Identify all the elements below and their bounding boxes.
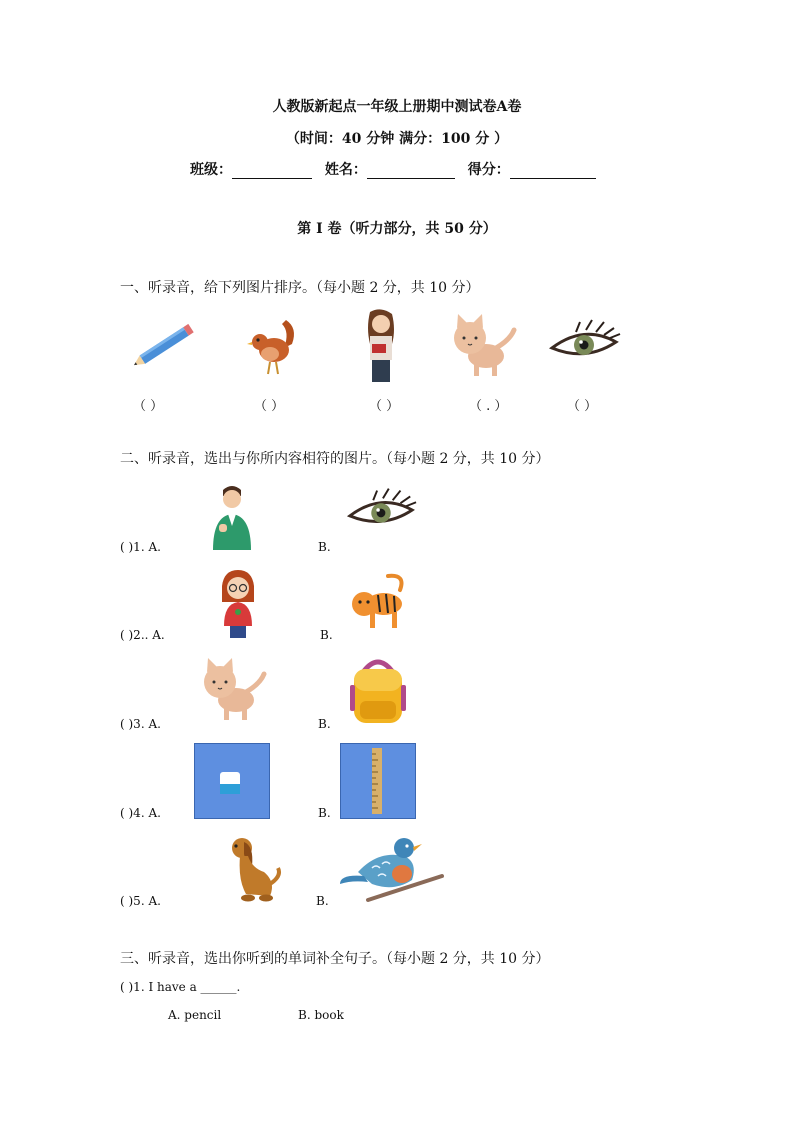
order-bracket-3[interactable]: （ ）	[369, 399, 400, 414]
sentence-question[interactable]: ( )1. I have a ______.	[120, 980, 241, 994]
score-blank[interactable]	[510, 164, 596, 179]
question-label[interactable]: ( )4. A.	[120, 806, 161, 820]
section3-title: 三、听录音，选出你听到的单词补全句子。（每小题 2 分，共 10 分）	[120, 951, 550, 967]
section1-title: 一、听录音，给下列图片排序。（每小题 2 分，共 10 分）	[120, 280, 480, 296]
page-title: 人教版新起点一年级上册期中测试卷A卷	[272, 99, 522, 115]
eraser-icon	[195, 744, 269, 818]
cat-icon	[198, 656, 268, 722]
part-title: 第 I 卷（听力部分，共 50 分）	[297, 221, 497, 237]
question-label[interactable]: ( )2.. A.	[120, 628, 165, 642]
option-a[interactable]: A. pencil	[168, 1008, 222, 1022]
name-label: 姓名：	[324, 162, 367, 178]
bird-icon	[246, 314, 302, 378]
order-bracket-1[interactable]: （ ）	[133, 399, 164, 414]
option-b-label[interactable]: B.	[318, 717, 331, 731]
question-label[interactable]: ( )3. A.	[120, 717, 161, 731]
student-info-line	[190, 159, 604, 179]
section2-title: 二、听录音，选出与你所内容相符的图片。（每小题 2 分，共 10 分）	[120, 451, 550, 467]
class-blank[interactable]	[232, 164, 312, 179]
ruler-card	[340, 743, 416, 819]
order-bracket-2[interactable]: （ ）	[254, 399, 285, 414]
order-bracket-5[interactable]: （ ）	[567, 399, 598, 414]
man-icon	[205, 480, 259, 550]
bird-icon	[338, 832, 448, 904]
question-label[interactable]: ( )1. A.	[120, 540, 161, 554]
option-b-label[interactable]: B.	[318, 806, 331, 820]
eye-icon	[344, 486, 418, 536]
name-blank[interactable]	[367, 164, 455, 179]
class-label: 班级：	[190, 162, 232, 178]
option-b-label[interactable]: B.	[318, 540, 331, 554]
tiger-icon	[348, 570, 412, 636]
option-b-label[interactable]: B.	[316, 894, 329, 908]
girl-icon	[356, 308, 406, 384]
option-b[interactable]: B. book	[298, 1008, 344, 1022]
dog-icon	[226, 834, 282, 906]
eye-icon	[546, 318, 622, 368]
cat-icon	[448, 312, 518, 378]
pencil-icon	[128, 318, 202, 372]
teacher-icon	[214, 568, 262, 638]
exam-info: （时间：40 分钟 满分：100 分 ）	[285, 131, 509, 147]
schoolbag-icon	[348, 655, 408, 727]
question-label[interactable]: ( )5. A.	[120, 894, 161, 908]
order-bracket-4[interactable]: （ . ）	[469, 399, 508, 414]
ruler-icon	[341, 744, 415, 818]
score-label: 得分：	[467, 162, 510, 178]
eraser-card	[194, 743, 270, 819]
option-b-label[interactable]: B.	[320, 628, 333, 642]
